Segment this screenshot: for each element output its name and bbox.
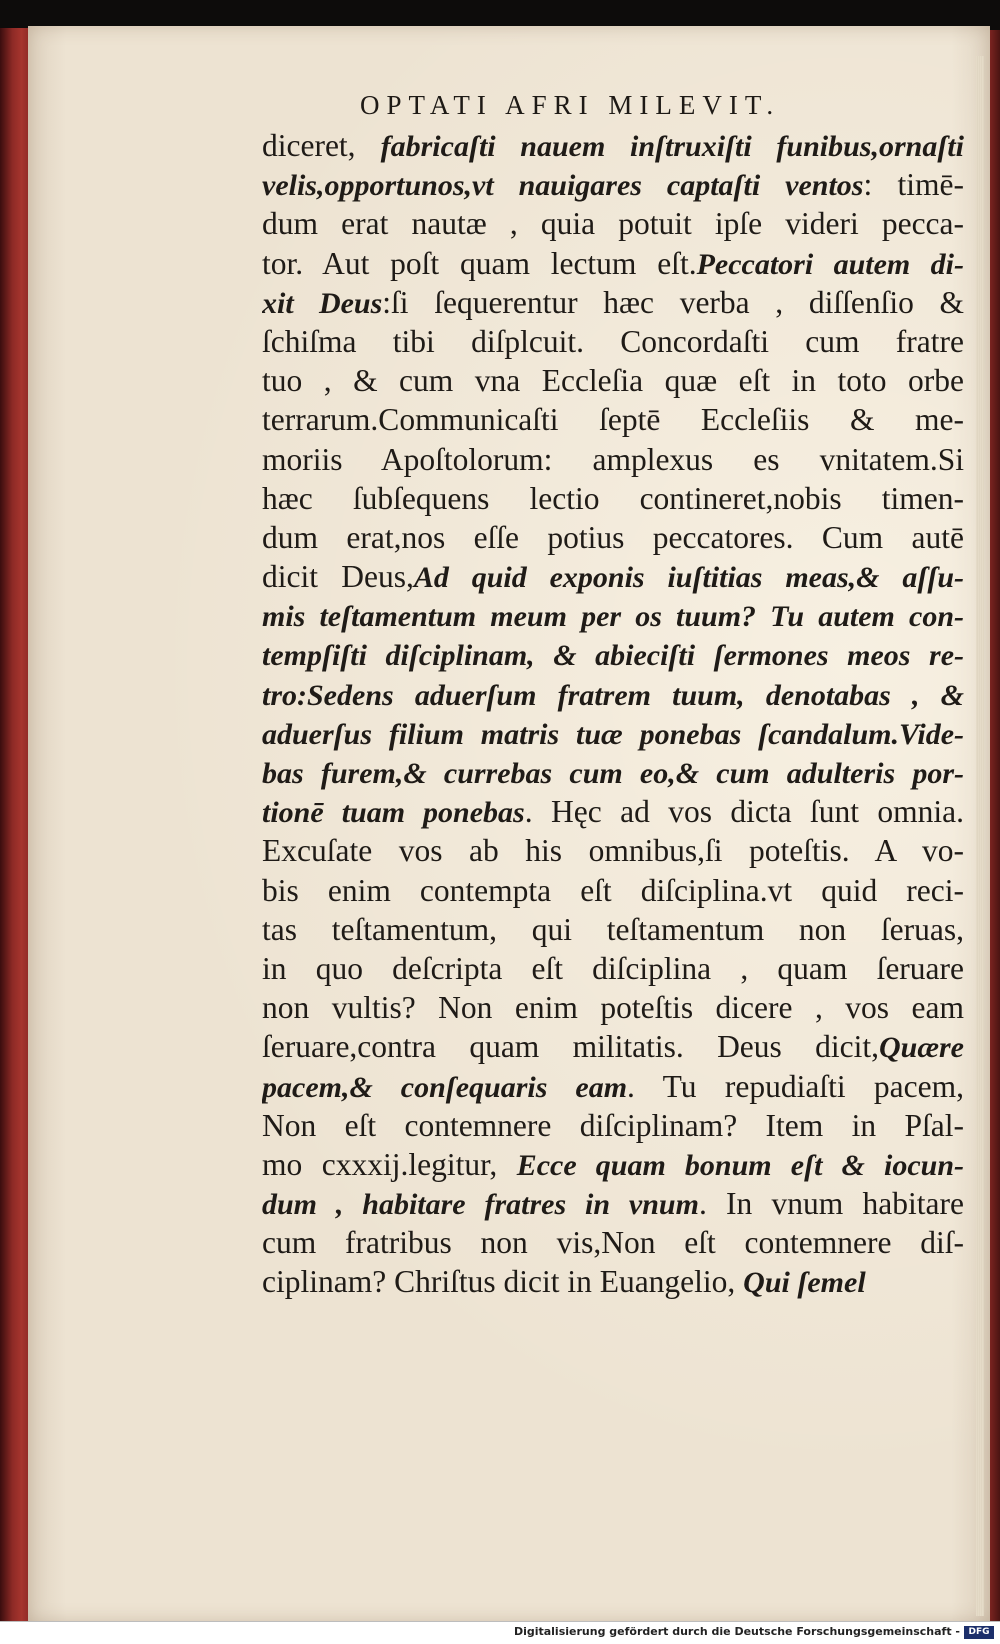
text-segment: tas teſtamentum, qui teſtamentum non ſeruas, [262,911,964,947]
text-segment: Non eſt contemnere diſciplinam? Item in Pſal- [262,1107,964,1143]
page-edge [976,56,984,1616]
text-line [262,714,964,753]
text-line [262,400,964,439]
text-segment: tor. Aut poſt quam lectum eſt. [262,245,697,281]
text-line [262,557,964,596]
text-line [262,322,964,361]
text-segment: :ſi ſequerentur hæc verba , diſſenſio & [382,284,964,320]
text-line [262,1106,964,1145]
text-line [262,204,964,243]
text-line [262,244,964,283]
text-segment: dum erat,nos eſſe potius peccatores. Cum autē [262,519,964,555]
text-line [262,910,964,949]
italic-segment: Quære [878,1031,964,1065]
text-line [262,479,964,518]
italic-segment: dum , habitare fratres in vnum [262,1188,699,1222]
text-line [262,949,964,988]
text-line [262,675,964,714]
italic-segment: Ad quid exponis iuſtitias meas,& aſſu- [413,561,964,595]
text-line [262,440,964,479]
italic-segment: mis teſtamentum meum per os tuum? Tu autem con- [262,600,964,634]
text-line [262,1223,964,1262]
text-line [262,1262,964,1301]
text-segment: moriis Apoſtolorum: amplexus es vnitatem.Si [262,441,964,477]
text-line [262,831,964,870]
text-segment: tuo , & cum vna Eccleſia quæ eſt in toto orbe [262,363,964,399]
text-line [262,753,964,792]
text-line [262,361,964,400]
text-line [262,283,964,322]
text-segment: . Hęc ad vos dicta ſunt omnia. [524,794,964,830]
italic-segment: aduerſus filium matris tuæ ponebas ſcandalum.Vide- [262,717,964,751]
text-segment: ſeruare,contra quam militatis. Deus dicit, [262,1029,879,1065]
italic-segment: bas furem,& currebas cum eo,& cum adulteris por- [262,757,964,790]
text-line [262,1145,964,1184]
text-segment: dicit Deus, [262,559,414,595]
text-segment: cum fratribus non vis,Non eſt contemnere diſ- [262,1225,964,1261]
text-line [262,1184,964,1223]
italic-segment: Qui ſemel [743,1266,866,1300]
italic-segment: Ecce quam bonum eſt & iocun- [516,1148,964,1182]
text-segment: . Tu repudiaſti pacem, [627,1068,964,1104]
dfg-logo: DFG [964,1626,994,1639]
italic-segment: tempſiſti diſciplinam, & abieciſti ſermones meos re- [262,639,964,673]
text-segment: mo cxxxij.legitur, [262,1146,517,1182]
text-segment: . In vnum habitare [698,1186,964,1222]
text-line [262,126,964,165]
text-segment: dum erat nautæ , quia potuit ipſe videri pecca- [262,206,964,242]
italic-segment: pacem,& conſequaris eam [262,1070,628,1104]
text-segment: in quo deſcripta eſt diſciplina , quam ſeruare [262,950,964,986]
text-line [262,792,964,831]
text-segment: hæc ſubſequens lectio contineret,nobis timen- [262,480,964,516]
text-segment: bis enim contempta eſt diſciplina.vt quid reci- [262,872,964,908]
text-segment: Excuſate vos ab his omnibus,ſi poteſtis. A vo- [262,833,964,869]
text-block [262,126,964,1302]
text-segment: ciplinam? Chriſtus dicit in Euangelio, [262,1264,744,1300]
italic-segment: velis,opportunos,vt nauigares captaſti ventos [262,169,864,203]
text-segment: terrarum.Communicaſti ſeptē Eccleſiis & me- [262,402,964,438]
text-segment: ſchiſma tibi diſplcuit. Concordaſti cum fratre [262,323,964,359]
text-line [262,1027,964,1066]
text-segment: : timē- [863,167,964,203]
footer-bar [0,1621,1000,1644]
text-line [262,596,964,635]
italic-segment: xit Deus [262,286,383,320]
italic-segment: tro:Sedens aduerſum fratrem tuum, denotabas , & [262,678,964,712]
text-line [262,635,964,674]
text-line [262,988,964,1027]
italic-segment: Peccatori autem di- [696,247,964,281]
running-head: OPTATI AFRI MILEVIT. [360,90,781,120]
text-segment: non vultis? Non enim poteſtis dicere , vos eam [262,990,964,1026]
italic-segment: fabricaſti nauem inſtruxiſti funibus,ornaſti [380,130,964,163]
text-line [262,518,964,557]
text-line [262,1067,964,1106]
text-line [262,165,964,204]
footer-credit: Digitalisierung gefördert durch die Deutsche Forschungsgemeinschaft - [513,1625,960,1638]
text-segment: diceret, [262,128,381,163]
text-line [262,871,964,910]
italic-segment: tionē tuam ponebas [262,796,525,830]
